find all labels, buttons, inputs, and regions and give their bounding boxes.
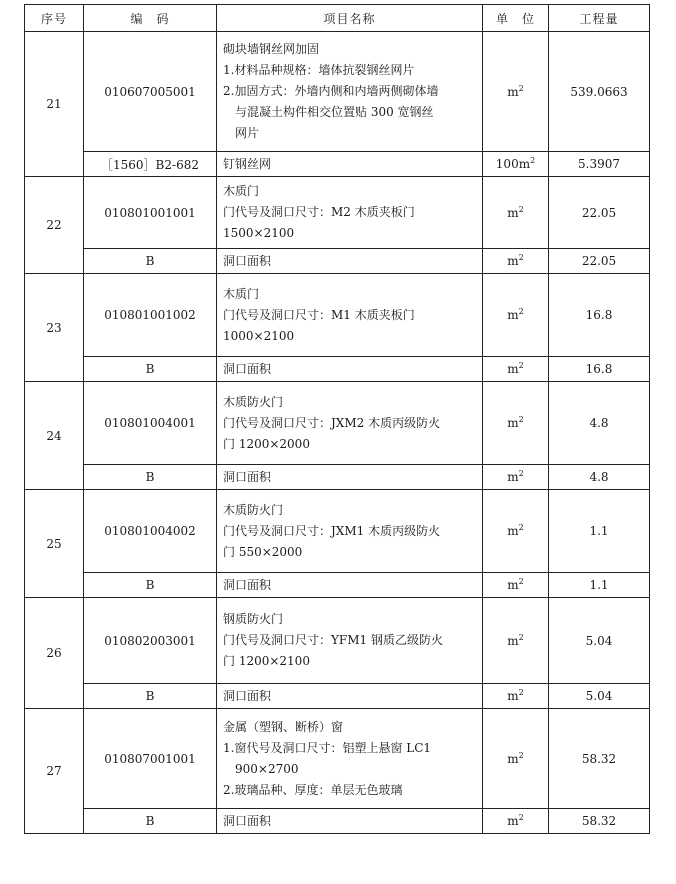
unit-text: m (507, 524, 519, 538)
unit-superscript: 2 (518, 253, 524, 262)
unit-superscript: 2 (518, 688, 524, 697)
code-cell: 010607005001 (84, 32, 217, 152)
qty-cell: 58.32 (549, 709, 650, 809)
sub-qty-cell: 16.8 (549, 357, 650, 382)
sub-name-cell: 洞口面积 (217, 465, 483, 490)
quantity-table (24, 4, 650, 834)
table-subrow (25, 573, 650, 598)
unit-text: m (507, 254, 519, 268)
name-cell (217, 490, 483, 573)
sub-code-cell: B (84, 465, 217, 490)
sub-name-cell: 洞口面积 (217, 684, 483, 709)
header-seq: 序号 (25, 5, 84, 32)
unit-cell-sub (483, 809, 549, 834)
unit-text: m (507, 308, 519, 322)
table-row (25, 274, 650, 357)
sub-qty-cell: 5.04 (549, 684, 650, 709)
unit-text: m (507, 362, 519, 376)
code-cell: 010801004001 (84, 382, 217, 465)
name-line: 门代号及洞口尺寸：JXM1 木质丙级防火 (223, 523, 441, 538)
unit-superscript: 2 (518, 632, 524, 642)
seq-cell: 21 (25, 32, 84, 177)
unit-text: m (507, 470, 519, 484)
sub-qty-cell: 4.8 (549, 465, 650, 490)
seq-cell: 24 (25, 382, 84, 490)
code-cell: 010801004002 (84, 490, 217, 573)
table-row (25, 177, 650, 249)
name-cell (217, 274, 483, 357)
unit-cell (483, 490, 549, 573)
qty-cell: 1.1 (549, 490, 650, 573)
unit-cell-sub (483, 249, 549, 274)
name-line: 木质门 (223, 286, 260, 301)
table-subrow (25, 684, 650, 709)
name-cell (217, 598, 483, 684)
sub-code-cell: ［1560］B2-682 (84, 152, 217, 177)
name-line: 金属（塑钢、断桥）窗 (223, 719, 344, 734)
name-line: 2.玻璃品种、厚度：单层无色玻璃 (223, 782, 403, 797)
table-row (25, 709, 650, 809)
table-row (25, 32, 650, 152)
qty-cell: 22.05 (549, 177, 650, 249)
unit-superscript: 2 (518, 523, 524, 532)
name-line: 2.加固方式：外墙内侧和内墙两侧砌体墙 (223, 84, 439, 98)
table-subrow (25, 152, 650, 177)
quantity-table-page (24, 4, 649, 834)
unit-text: m (507, 416, 519, 430)
seq-cell: 27 (25, 709, 84, 834)
name-line: 门 1200×2100 (223, 654, 310, 668)
header-unit: 单 位 (483, 5, 549, 32)
code-cell: 010801001002 (84, 274, 217, 357)
seq-cell: 26 (25, 598, 84, 709)
sub-qty-cell: 22.05 (549, 249, 650, 274)
seq-cell: 22 (25, 177, 84, 274)
unit-superscript: 2 (518, 469, 524, 478)
unit-superscript: 2 (530, 156, 536, 165)
sub-code-cell: B (84, 809, 217, 834)
sub-name-cell: 钉钢丝网 (217, 152, 483, 177)
table-subrow (25, 249, 650, 274)
name-cell (217, 382, 483, 465)
name-line: 木质门 (223, 184, 260, 198)
unit-cell (483, 598, 549, 684)
code-cell: 010807001001 (84, 709, 217, 809)
name-line: 门代号及洞口尺寸：JXM2 木质丙级防火 (223, 415, 441, 430)
name-line: 1500×2100 (223, 226, 295, 240)
qty-cell: 5.04 (549, 598, 650, 684)
header-row (25, 5, 650, 32)
seq-cell: 25 (25, 490, 84, 598)
sub-name-cell: 洞口面积 (217, 573, 483, 598)
unit-superscript: 2 (518, 83, 524, 93)
unit-text: m (507, 205, 519, 220)
unit-text: m (507, 84, 519, 99)
name-line: 门 1200×2000 (223, 436, 310, 451)
name-line: 1.窗代号及洞口尺寸：铝塑上悬窗 LC1 (223, 740, 432, 755)
unit-cell-sub (483, 357, 549, 382)
name-line: 门 550×2000 (223, 544, 303, 559)
code-cell: 010802003001 (84, 598, 217, 684)
table-subrow (25, 809, 650, 834)
unit-superscript: 2 (518, 577, 524, 586)
unit-cell (483, 382, 549, 465)
name-line: 钢质防火门 (223, 612, 284, 626)
unit-superscript: 2 (518, 307, 524, 316)
qty-cell: 16.8 (549, 274, 650, 357)
sub-name-cell: 洞口面积 (217, 809, 483, 834)
unit-text: m (507, 751, 519, 766)
unit-text: m (507, 633, 519, 648)
table-body (25, 32, 650, 834)
table-row (25, 598, 650, 684)
unit-cell-sub (483, 684, 549, 709)
unit-text: m (507, 578, 519, 592)
unit-text: m (507, 814, 519, 828)
table-row (25, 490, 650, 573)
code-cell: 010801001001 (84, 177, 217, 249)
unit-superscript: 2 (518, 361, 524, 370)
name-line: 木质防火门 (223, 394, 284, 409)
header-code: 编 码 (84, 5, 217, 32)
unit-superscript: 2 (518, 204, 524, 214)
table-subrow (25, 357, 650, 382)
sub-name-cell: 洞口面积 (217, 357, 483, 382)
unit-cell (483, 274, 549, 357)
sub-qty-cell: 58.32 (549, 809, 650, 834)
name-line: 门代号及洞口尺寸：YFM1 钢质乙级防火 (223, 633, 443, 647)
unit-cell-sub (483, 152, 549, 177)
sub-qty-cell: 1.1 (549, 573, 650, 598)
unit-text: 100m (495, 157, 531, 171)
name-line: 门代号及洞口尺寸：M2 木质夹板门 (223, 205, 415, 219)
name-line: 砌块墙钢丝网加固 (223, 42, 320, 56)
unit-cell (483, 32, 549, 152)
qty-cell: 4.8 (549, 382, 650, 465)
sub-name-cell: 洞口面积 (217, 249, 483, 274)
unit-text: m (507, 689, 519, 703)
qty-cell: 539.0663 (549, 32, 650, 152)
table-subrow (25, 465, 650, 490)
name-line: 1000×2100 (223, 328, 295, 343)
unit-superscript: 2 (518, 813, 524, 822)
sub-code-cell: B (84, 573, 217, 598)
sub-code-cell: B (84, 357, 217, 382)
header-name: 项目名称 (217, 5, 483, 32)
header-qty: 工程量 (549, 5, 650, 32)
unit-superscript: 2 (518, 750, 524, 760)
name-line: 网片 (235, 126, 260, 140)
name-line: 1.材料品种规格：墙体抗裂钢丝网片 (223, 63, 415, 77)
name-cell (217, 32, 483, 152)
unit-cell (483, 177, 549, 249)
table-row (25, 382, 650, 465)
sub-qty-cell: 5.3907 (549, 152, 650, 177)
sub-code-cell: B (84, 684, 217, 709)
name-line: 900×2700 (235, 761, 299, 776)
name-cell (217, 177, 483, 249)
sub-code-cell: B (84, 249, 217, 274)
unit-cell-sub (483, 465, 549, 490)
unit-superscript: 2 (518, 415, 524, 424)
seq-cell: 23 (25, 274, 84, 382)
name-line: 木质防火门 (223, 502, 284, 517)
name-line: 门代号及洞口尺寸：M1 木质夹板门 (223, 307, 415, 322)
name-cell (217, 709, 483, 809)
name-line: 与混凝土构件相交位置贴 300 宽钢丝 (235, 105, 434, 119)
unit-cell-sub (483, 573, 549, 598)
unit-cell (483, 709, 549, 809)
